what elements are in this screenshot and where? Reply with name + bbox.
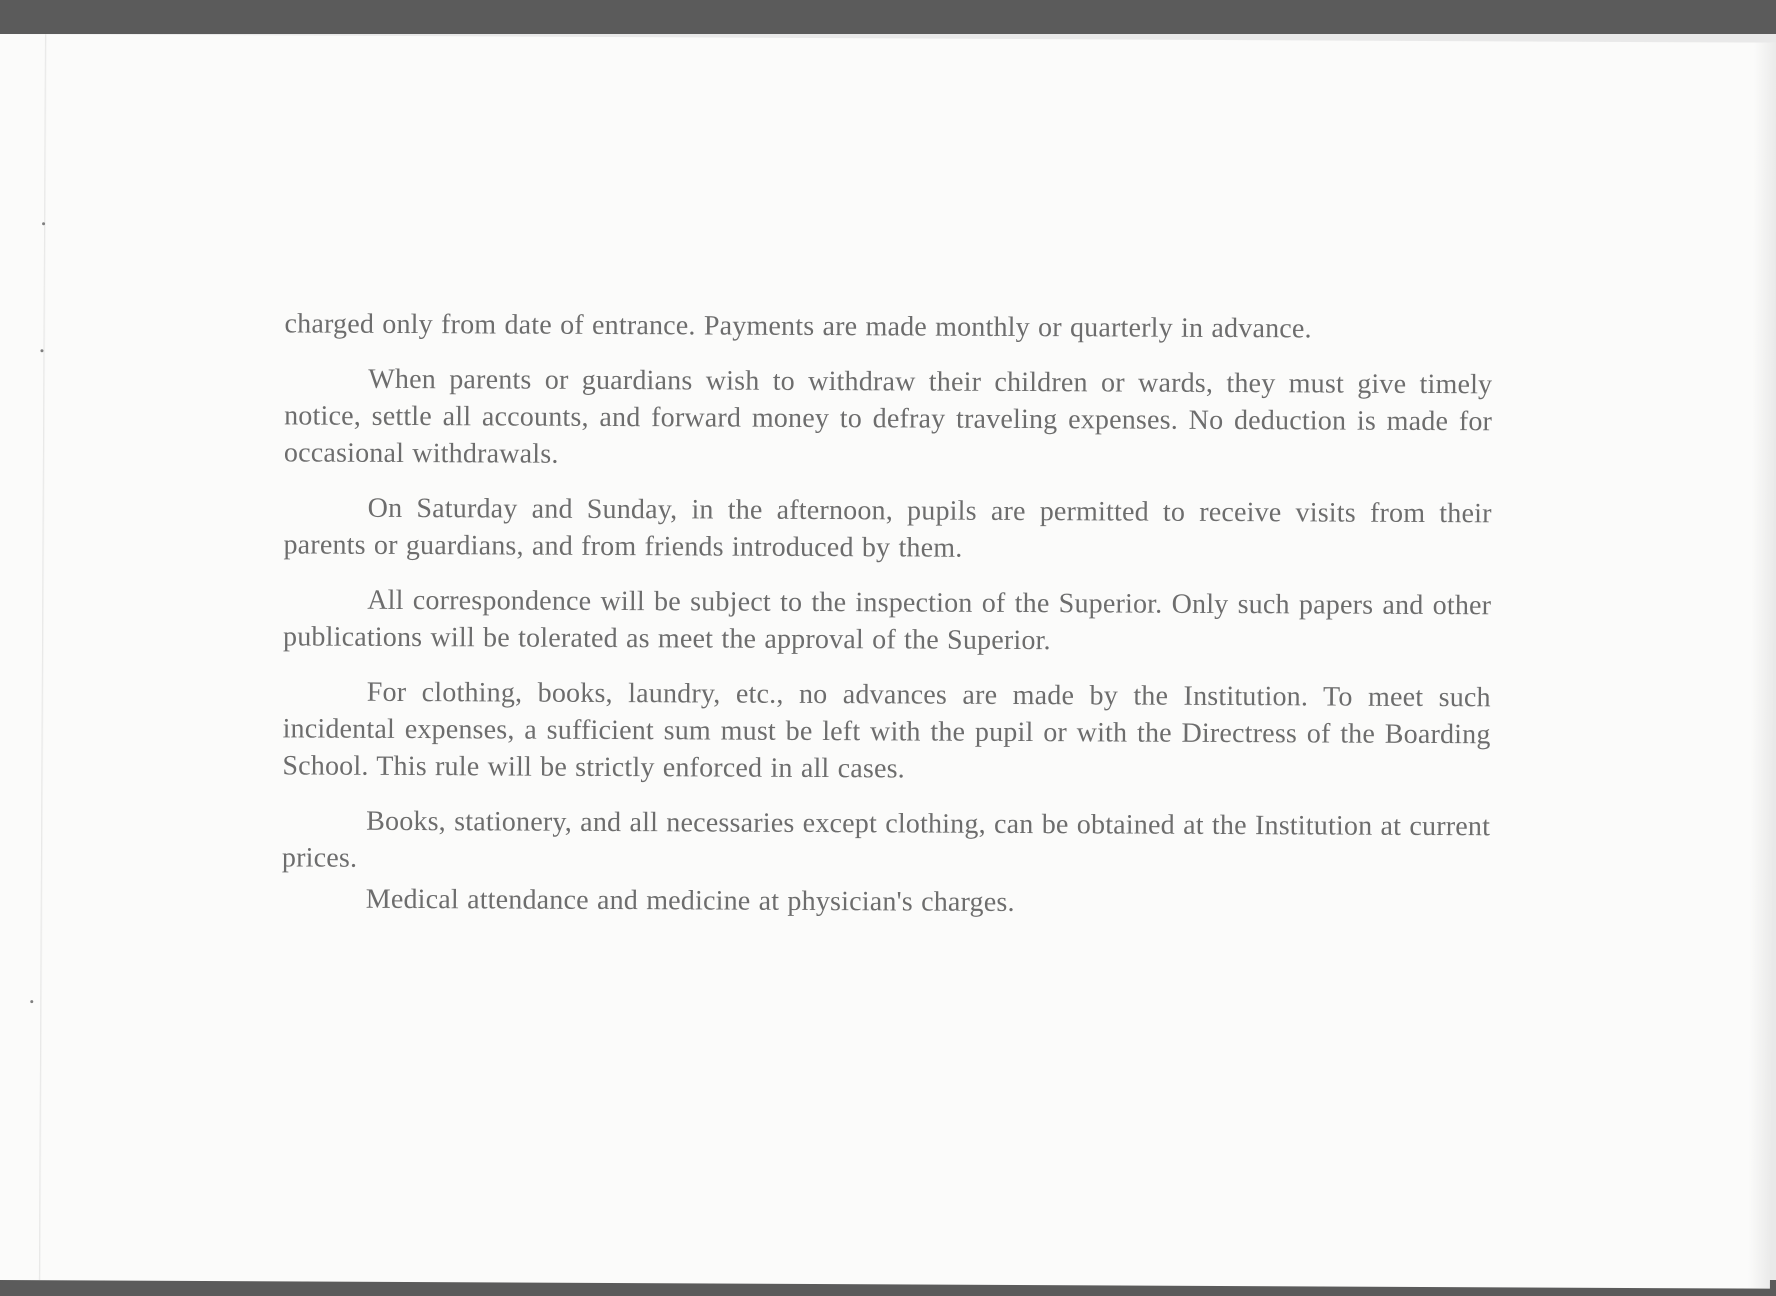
paragraph-medical: Medical attendance and medicine at physician's charges. <box>365 883 1015 918</box>
document-body <box>282 305 1493 941</box>
paragraph-withdrawal: When parents or guardians wish to withdraw their children or wards, they must give timely notice, settle all accounts, and forward money to defray traveling expenses. No deduction is made for occasional withdrawals. <box>283 363 1493 470</box>
paragraph-supplies: Books, stationery, and all necessaries except clothing, can be obtained at the Institution at current prices. <box>281 805 1491 874</box>
paragraph-incidental-expenses: For clothing, books, laundry, etc., no advances are made by the Institution. To meet such incidental expenses, a sufficient sum must be left with the pupil or with the Directress of the Boarding School. This rule will be strictly enforced in all cases. <box>282 676 1491 785</box>
document-page <box>0 34 1776 1289</box>
paragraph-visits: On Saturday and Sunday, in the afternoon, pupils are permitted to receive visits from their parents or guardians, and from friends introduced by them. <box>283 492 1492 564</box>
paragraph-charges: charged only from date of entrance. Payments are made monthly or quarterly in advance. <box>284 308 1312 345</box>
page-right-shadow <box>1748 43 1776 1289</box>
scan-speck <box>30 1000 33 1003</box>
scan-speck <box>40 349 43 352</box>
scan-speck <box>42 222 45 225</box>
paragraph-correspondence: All correspondence will be subject to the inspection of the Superior. Only such papers and other publications will be tolerated as meet the approval of the Superior. <box>282 584 1492 657</box>
page-left-edge <box>39 34 47 1280</box>
